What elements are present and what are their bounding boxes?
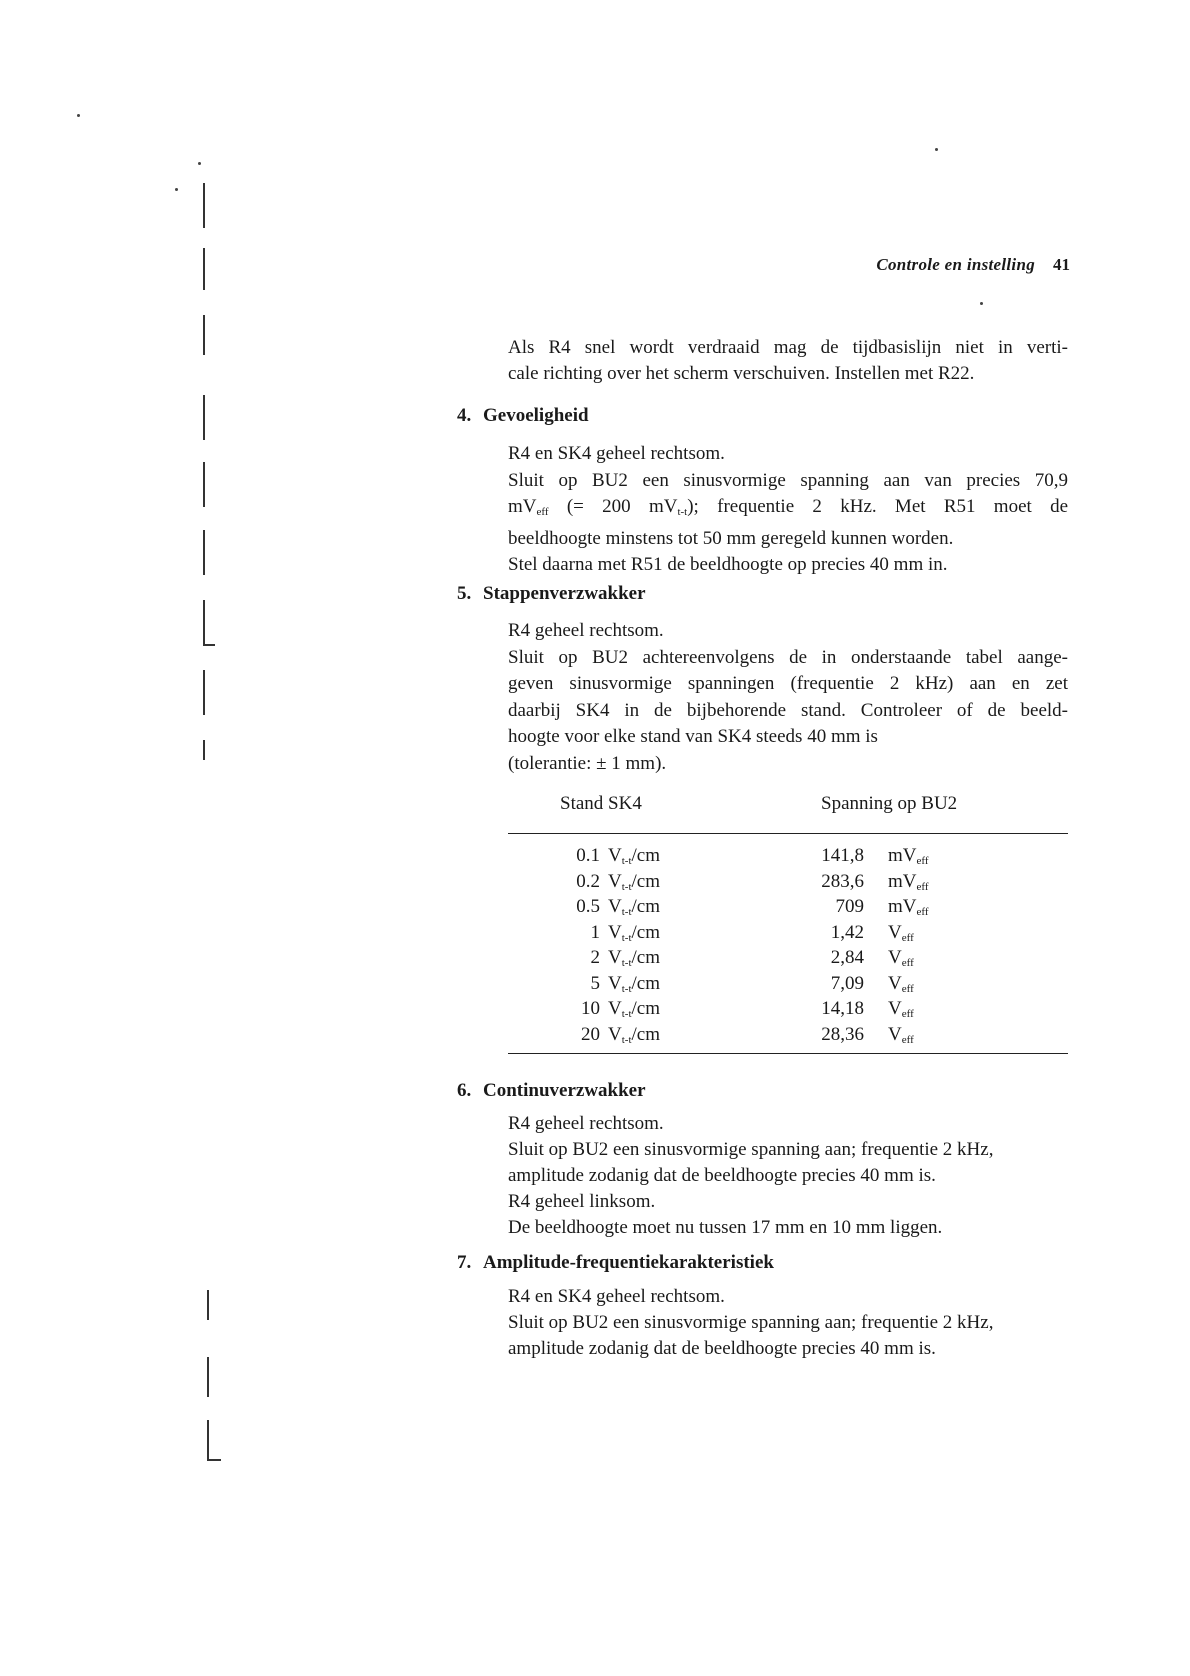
voltage-table xyxy=(508,785,1068,1046)
unit-subscript: eff xyxy=(901,982,914,995)
text-fragment: (= 200 mV xyxy=(566,496,678,517)
unit-label: mV xyxy=(888,870,917,892)
unit-subscript: t-t xyxy=(621,855,632,867)
text-line: Als R4 snel wordt verdraaid mag de tijdbasislijn niet in verti- xyxy=(508,337,1068,358)
stand-value: 0.2 xyxy=(576,870,600,892)
unit-per-cm: /cm xyxy=(631,845,661,866)
text-line: De beeldhoogte moet nu tussen 17 mm en 10 mm liggen. xyxy=(508,1217,943,1238)
table-row xyxy=(508,869,1068,895)
speck xyxy=(198,162,201,165)
unit-per-cm: /cm xyxy=(631,998,661,1019)
unit-label: V xyxy=(888,921,902,943)
unit-v: V xyxy=(608,896,622,917)
text-fragment: ); frequentie 2 kHz. Met R51 moet de xyxy=(687,496,1069,517)
unit-per-cm: /cm xyxy=(631,921,661,943)
text-line: amplitude zodanig dat de beeldhoogte precies 40 mm is. xyxy=(508,1165,936,1186)
section-body xyxy=(508,1111,1068,1241)
stand-value: 2 xyxy=(590,947,600,968)
unit-v: V xyxy=(608,972,622,994)
unit-subscript: eff xyxy=(901,1033,914,1046)
voltage-value: 283,6 xyxy=(821,870,864,892)
column-header: Spanning op BU2 xyxy=(821,793,958,814)
table-row xyxy=(508,843,1068,869)
margin-bracket xyxy=(207,1420,209,1460)
stand-value: 5 xyxy=(590,972,600,994)
unit-per-cm: /cm xyxy=(631,947,661,968)
margin-bracket xyxy=(203,530,205,575)
stand-value: 1 xyxy=(590,921,600,943)
unit-subscript: eff xyxy=(901,931,914,944)
margin-bracket xyxy=(207,1290,209,1320)
unit-subscript: eff xyxy=(901,957,914,969)
voltage-value: 14,18 xyxy=(821,998,864,1019)
unit-mv: mV xyxy=(508,496,537,517)
section-heading xyxy=(457,583,646,605)
stand-unit xyxy=(608,1022,660,1054)
table-rule xyxy=(508,1053,1068,1054)
voltage-unit xyxy=(888,1022,914,1054)
section-body xyxy=(508,441,1068,579)
running-header xyxy=(810,255,1070,275)
section-number: 6. xyxy=(457,1080,472,1101)
margin-bracket xyxy=(203,395,205,440)
margin-bracket xyxy=(203,462,205,507)
text-line: R4 en SK4 geheel rechtsom. xyxy=(508,1286,725,1307)
unit-subscript: eff xyxy=(536,506,549,518)
unit-label: V xyxy=(888,972,902,994)
unit-label: V xyxy=(888,998,902,1019)
unit-subscript: t-t xyxy=(621,880,632,893)
text-line: Sluit op BU2 een sinusvormige spanning aan van precies 70,9 xyxy=(508,469,1068,491)
unit-subscript: t-t xyxy=(621,931,632,944)
section-number: 4. xyxy=(457,405,472,426)
stand-value: 10 xyxy=(581,998,600,1019)
text-line: R4 en SK4 geheel rechtsom. xyxy=(508,443,725,464)
unit-subscript: t-t xyxy=(677,506,688,518)
section-number: 7. xyxy=(457,1252,472,1273)
voltage-value: 709 xyxy=(835,896,864,917)
running-title: Controle en instelling xyxy=(876,255,1035,274)
intro-paragraph xyxy=(508,335,1068,387)
text-line: Sluit op BU2 een sinusvormige spanning aan; frequentie 2 kHz, xyxy=(508,1312,994,1333)
unit-per-cm: /cm xyxy=(631,870,661,892)
margin-bracket xyxy=(203,644,215,646)
margin-bracket xyxy=(207,1459,221,1461)
text-line: amplitude zodanig dat de beeldhoogte precies 40 mm is. xyxy=(508,1338,936,1359)
margin-bracket xyxy=(203,740,205,760)
margin-bracket xyxy=(207,1357,209,1397)
unit-v: V xyxy=(608,870,622,892)
column-header: Stand SK4 xyxy=(560,793,642,814)
text-line xyxy=(508,494,1068,526)
text-line: geven sinusvormige spanningen (frequentie 2 kHz) aan en zet xyxy=(508,673,1068,694)
text-line: Stel daarna met R51 de beeldhoogte op precies 40 mm in. xyxy=(508,554,948,575)
table-row xyxy=(508,920,1068,946)
unit-per-cm: /cm xyxy=(631,972,661,994)
unit-subscript: t-t xyxy=(621,982,632,995)
table-body xyxy=(508,843,1068,1047)
page-number: 41 xyxy=(1053,255,1070,274)
voltage-value: 1,42 xyxy=(830,921,864,943)
section-heading xyxy=(457,1252,774,1274)
unit-subscript: eff xyxy=(916,855,929,867)
section-title: Gevoeligheid xyxy=(483,405,589,426)
table-row xyxy=(508,971,1068,997)
unit-subscript: t-t xyxy=(621,1008,632,1020)
speck xyxy=(980,302,983,305)
text-line: R4 geheel linksom. xyxy=(508,1191,656,1212)
table-row xyxy=(508,894,1068,920)
margin-bracket xyxy=(203,315,205,355)
section-title: Continuverzwakker xyxy=(483,1080,646,1101)
unit-subscript: t-t xyxy=(621,906,632,918)
section-title: Amplitude-frequentiekarakteristiek xyxy=(483,1252,774,1273)
voltage-value: 28,36 xyxy=(821,1023,864,1045)
unit-subscript: eff xyxy=(916,906,929,918)
text-line: daarbij SK4 in de bijbehorende stand. Controleer of de beeld- xyxy=(508,699,1068,721)
unit-v: V xyxy=(608,845,622,866)
table-row xyxy=(508,945,1068,971)
unit-subscript: t-t xyxy=(621,957,632,969)
text-line: (tolerantie: ± 1 mm). xyxy=(508,752,667,774)
voltage-value: 7,09 xyxy=(830,972,864,994)
section-body xyxy=(508,618,1068,777)
section-body xyxy=(508,1284,1068,1362)
margin-bracket xyxy=(203,248,205,290)
unit-subscript: t-t xyxy=(621,1033,632,1046)
text-line: hoogte voor elke stand van SK4 steeds 40 mm is xyxy=(508,726,878,747)
unit-per-cm: /cm xyxy=(631,1023,661,1045)
speck xyxy=(935,148,938,151)
unit-subscript: eff xyxy=(916,880,929,893)
text-line: Sluit op BU2 achtereenvolgens de in onderstaande tabel aange- xyxy=(508,646,1068,668)
section-heading xyxy=(457,405,589,427)
unit-label: V xyxy=(888,1023,902,1045)
table-rule xyxy=(508,833,1068,834)
text-line: Sluit op BU2 een sinusvormige spanning aan; frequentie 2 kHz, xyxy=(508,1139,994,1160)
unit-subscript: eff xyxy=(901,1008,914,1020)
text-line: R4 geheel rechtsom. xyxy=(508,620,664,641)
text-line: R4 geheel rechtsom. xyxy=(508,1113,664,1134)
unit-v: V xyxy=(608,947,622,968)
stand-value: 20 xyxy=(581,1023,600,1045)
unit-v: V xyxy=(608,998,622,1019)
unit-label: mV xyxy=(888,845,917,866)
section-heading xyxy=(457,1080,646,1102)
unit-label: V xyxy=(888,947,902,968)
margin-bracket xyxy=(203,183,205,228)
table-row xyxy=(508,1022,1068,1048)
voltage-value: 2,84 xyxy=(830,947,864,968)
voltage-value: 141,8 xyxy=(821,845,864,866)
margin-bracket xyxy=(203,600,205,645)
unit-label: mV xyxy=(888,896,917,917)
table-header xyxy=(508,785,1068,819)
table-row xyxy=(508,996,1068,1022)
text-line: beeldhoogte minstens tot 50 mm geregeld kunnen worden. xyxy=(508,527,954,549)
stand-value: 0.5 xyxy=(576,896,600,917)
margin-bracket xyxy=(203,670,205,715)
unit-v: V xyxy=(608,921,622,943)
stand-value: 0.1 xyxy=(576,845,600,866)
section-title: Stappenverzwakker xyxy=(483,583,646,604)
section-number: 5. xyxy=(457,583,472,604)
unit-v: V xyxy=(608,1023,622,1045)
speck xyxy=(175,188,178,191)
text-line: cale richting over het scherm verschuiven. Instellen met R22. xyxy=(508,363,975,384)
unit-per-cm: /cm xyxy=(631,896,661,917)
speck xyxy=(77,114,80,117)
